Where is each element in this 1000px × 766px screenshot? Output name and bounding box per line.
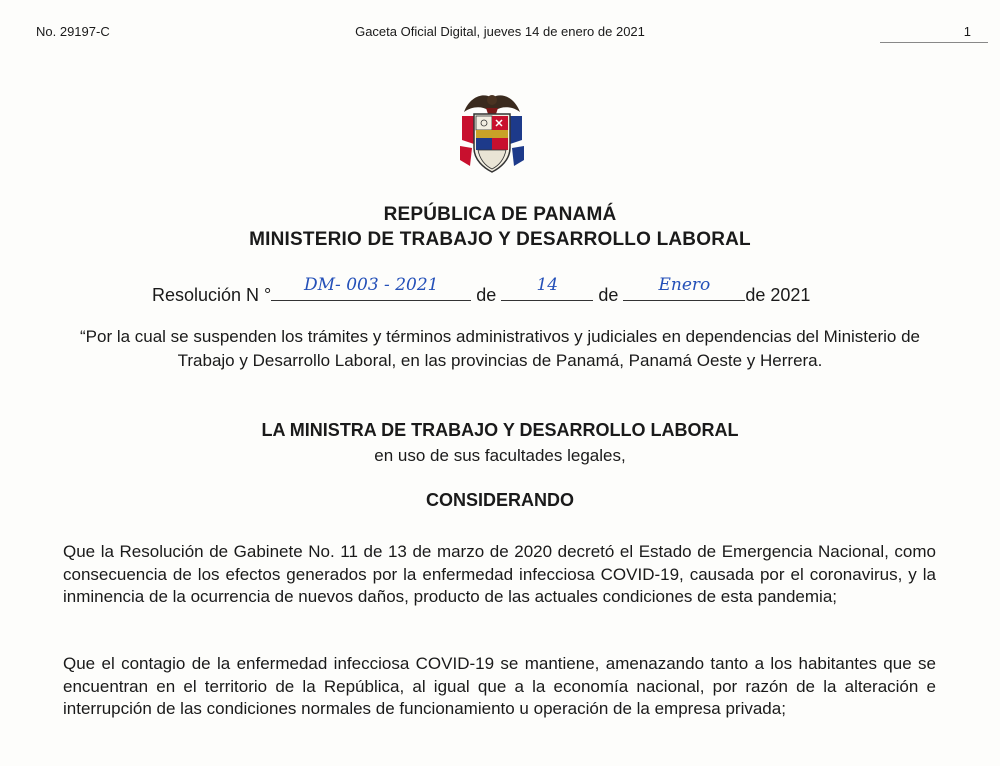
resolution-day-field [501,275,593,301]
heading-ministry: MINISTERIO DE TRABAJO Y DESARROLLO LABORAL [249,229,751,250]
heading-republic: REPÚBLICA DE PANAMÁ [383,204,617,225]
resolution-prefix: Resolución N ° [152,285,272,305]
page-header [0,0,1000,40]
resolution-month: Enero [658,275,711,295]
paragraph: Que la Resolución de Gabinete No. 11 de 13 de marzo de 2020 decretó el Estado de Emergencia Nacional, como consecuencia de los efectos generados por la enfermedad infecciosa COVID-19, causada por el coronavirus, y la inminencia de la ocurrencia de nuevos daños, producto de las actuales condiciones de esta pandemia; [63,542,936,606]
page-number: 1 [963,24,971,39]
resolution-de-1: de [476,285,497,305]
panama-coat-of-arms-icon [456,86,528,178]
considerando-heading: CONSIDERANDO [425,490,574,510]
resolution-day: 14 [536,275,559,295]
gazette-title: Gaceta Oficial Digital, jueves 14 de enero de 2021 [355,24,645,39]
resolution-year: de 2021 [745,285,811,305]
resolution-number: DM- 003 - 2021 [304,275,439,295]
minister-title: LA MINISTRA DE TRABAJO Y DESARROLLO LABORAL [261,420,739,440]
paragraph: Que el contagio de la enfermedad infecciosa COVID-19 se mantiene, amenazando tanto a los habitantes que se encuentran en el territorio de la República, al igual que a la economía nacional, por razón de la alteración e interrupción de las condiciones normales de funcionamiento u operación de la empresa privada; [63,654,936,718]
minister-clause: en uso de sus facultades legales, [374,446,626,465]
resolution-month-field [623,275,745,301]
header-rule [880,42,988,43]
resolution-number-field [271,275,471,301]
gazette-number: No. 29197-C [36,24,110,39]
resolution-de-2: de [598,285,619,305]
resolution-purpose: “Por la cual se suspenden los trámites y términos administrativos y judiciales en dependencias del Ministerio de Trabajo y Desarrollo Laboral, en las provincias de Panamá, Panamá Oeste y Herrera. [79,327,921,370]
resolution-line [152,275,872,306]
